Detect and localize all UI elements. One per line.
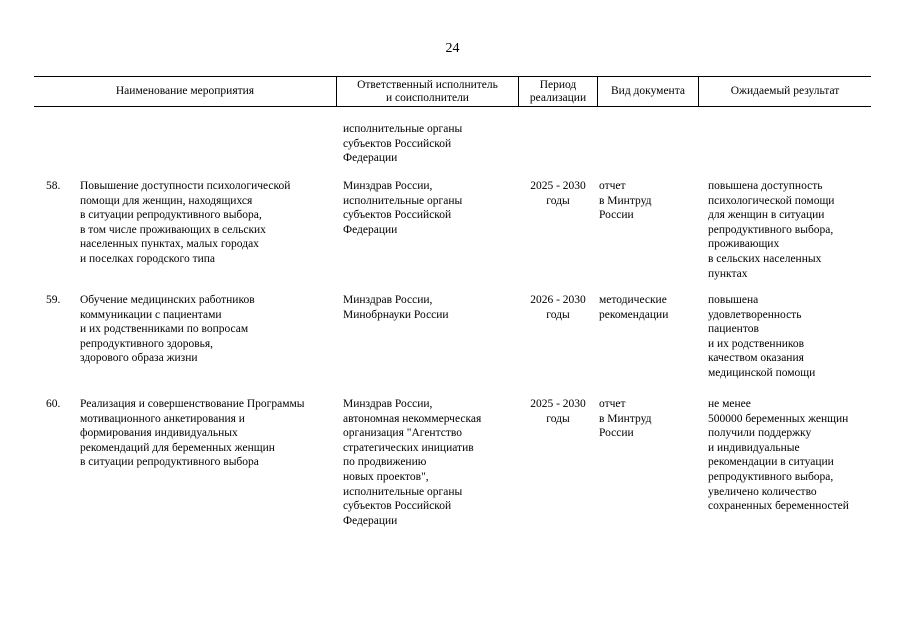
row-number: 58. — [46, 180, 61, 192]
header-period: Период реализации — [529, 78, 587, 104]
row-number: 60. — [46, 398, 61, 410]
row-name: Реализация и совершенствование Программы мотивационного анкетирования и формирования индивидуальных рекомендаций для беременных женщин в ситуации репродуктивного выбора — [80, 398, 305, 469]
table-header-bottom-border — [34, 106, 871, 107]
row-result: не менее 500000 беременных женщин получили поддержку и индивидуальные рекомендации в ситуации репродуктивного выбора, увеличено количество сохраненных беременностей — [708, 398, 849, 513]
row-name: Обучение медицинских работников коммуникации с пациентами и их родственниками по вопросам репродуктивного здоровья, здорового образа жизни — [80, 294, 255, 365]
header-result: Ожидаемый результат — [730, 85, 840, 97]
header-doc-type: Вид документа — [611, 85, 685, 97]
header-name: Наименование мероприятия — [115, 85, 255, 97]
page-number: 24 — [445, 41, 460, 56]
row-doc-type: отчет в Минтруд России — [599, 180, 652, 222]
row-doc-type: методические рекомендации — [599, 294, 669, 321]
row-doc-type: отчет в Минтруд России — [599, 398, 652, 440]
row-executor: Минздрав России, исполнительные органы субъектов Российской Федерации — [343, 180, 463, 236]
row-number: 59. — [46, 294, 61, 306]
row-period: 2026 - 2030 годы — [530, 294, 586, 321]
row-period: 2025 - 2030 годы — [530, 180, 586, 207]
row-result: повышена доступность психологической помощи для женщин в ситуации репродуктивного выбора, проживающих в сельских населенных пунктах — [708, 180, 835, 280]
row-name: Повышение доступности психологической помощи для женщин, находящихся в ситуации репродуктивного выбора, в том числе проживающих в сельских населенных пунктах, малых городах и поселках городского типа — [80, 180, 291, 265]
row-executor: Минздрав России, Минобрнауки России — [343, 294, 449, 321]
header-executor: Ответственный исполнитель и соисполнители — [357, 78, 498, 104]
row-result: повышена удовлетворенность пациентов и их родственников качеством оказания медицинской помощи — [708, 294, 816, 379]
row-period: 2025 - 2030 годы — [530, 398, 586, 425]
continuation-executor: исполнительные органы субъектов Российской Федерации — [343, 123, 463, 165]
row-executor: Минздрав России, автономная некоммерческая организация "Агентство стратегических инициатив по продвижению новых проектов", исполнительные органы субъектов Российской Федерации — [343, 398, 482, 527]
